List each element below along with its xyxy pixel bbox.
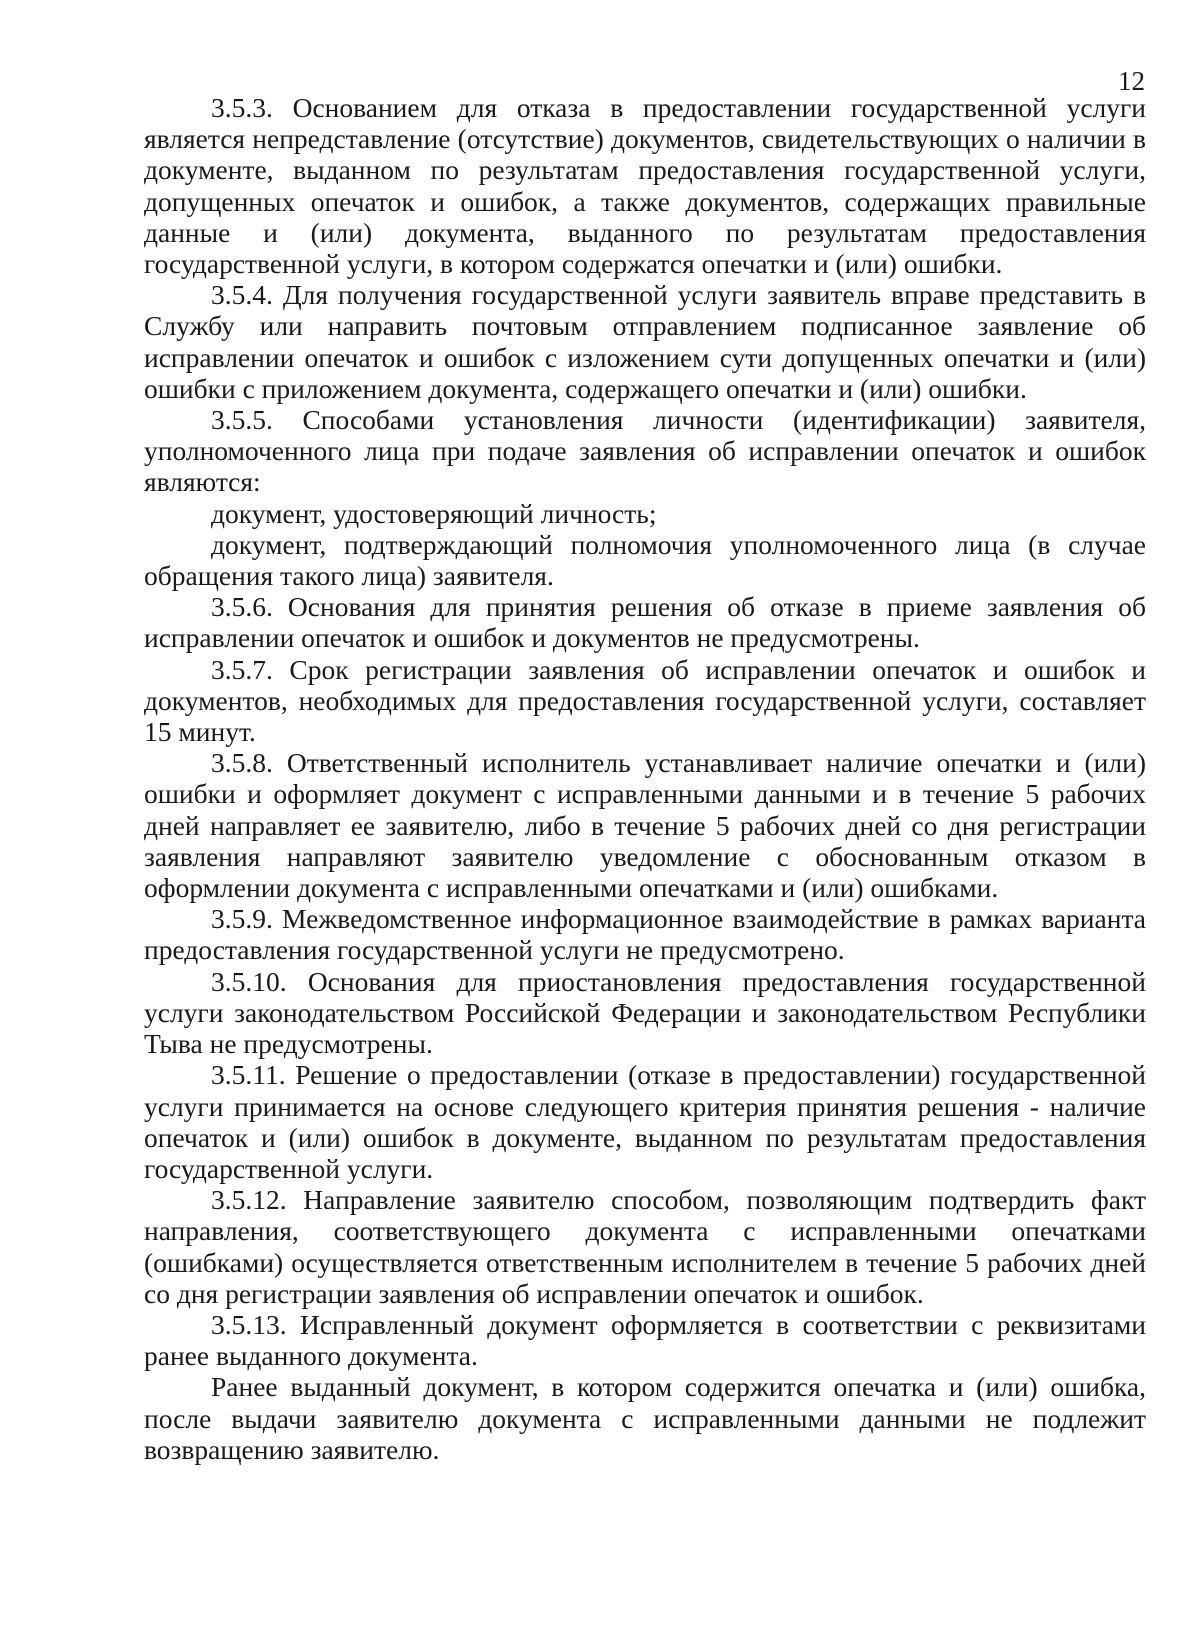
paragraph-3-5-7: 3.5.7. Срок регистрации заявления об исправлении опечаток и ошибок и документов, необходимых для предоставления государственной услуги, составляет 15 минут.	[144, 653, 1146, 748]
paragraph-3-5-13: 3.5.13. Исправленный документ оформляется в соответствии с реквизитами ранее выданного документа.	[144, 1308, 1146, 1372]
paragraph-3-5-12: 3.5.12. Направление заявителю способом, позволяющим подтвердить факт направления, соответствующего документа с исправленными опечатками (ошибками) осуществляется ответственным исполнителем в течение 5 рабочих дней со дня регистрации заявления об исправлении опечаток и ошибок.	[144, 1184, 1146, 1309]
list-item-identity-document: документ, удостоверяющий личность;	[211, 497, 657, 529]
paragraph-3-5-6: 3.5.6. Основания для принятия решения об отказе в приеме заявления об исправлении опечаток и ошибок и документов не предусмотрены.	[144, 591, 1146, 654]
paragraph-3-5-5: 3.5.5. Способами установления личности (идентификации) заявителя, уполномоченного лица при подаче заявления об исправлении опечаток и ошибок являются:	[144, 404, 1146, 498]
paragraph-3-5-10: 3.5.10. Основания для приостановления предоставления государственной услуги законодательством Российской Федерации и законодательством Республики Тыва не предусмотрены.	[144, 965, 1146, 1060]
paragraph-3-5-9: 3.5.9. Межведомственное информационное взаимодействие в рамках варианта предоставления государственной услуги не предусмотрено.	[144, 903, 1146, 966]
paragraph-3-5-11: 3.5.11. Решение о предоставлении (отказе в предоставлении) государственной услуги принимается на основе следующего критерия принятия решения - наличие опечаток и (или) ошибок в документе, выданном по результатам предоставления государственной услуги.	[144, 1059, 1146, 1184]
paragraph-3-5-4: 3.5.4. Для получения государственной услуги заявитель вправе представить в Службу или направить почтовым отправлением подписанное заявление об исправлении опечаток и ошибок с изложением сути допущенных опечатки и (или) ошибки с приложением документа, содержащего опечатки и (или) ошибки.	[144, 279, 1146, 404]
paragraph-closing: Ранее выданный документ, в котором содержится опечатка и (или) ошибка, после выдачи заявителю документа с исправленными данными не подлежит возвращению заявителю.	[144, 1371, 1146, 1465]
list-item-authority-document: документ, подтверждающий полномочия уполномоченного лица (в случае обращения такого лица) заявителя.	[144, 528, 1146, 592]
paragraph-3-5-3: 3.5.3. Основанием для отказа в предоставлении государственной услуги является непредставление (отсутствие) документов, свидетельствующих о наличии в документе, выданном по результатам предоставления государственной услуги, допущенных опечаток и ошибок, а также документов, содержащих правильные данные и (или) документа, выданного по результатам предоставления государственной услуги, в котором содержатся опечатки и (или) ошибки.	[144, 92, 1146, 280]
page-number: 12	[1118, 66, 1145, 96]
paragraph-3-5-8: 3.5.8. Ответственный исполнитель устанавливает наличие опечатки и (или) ошибки и оформляет документ с исправленными данными и в течение 5 рабочих дней направляет ее заявителю, либо в течение 5 рабочих дней со дня регистрации заявления направляют заявителю уведомление с обоснованным отказом в оформлении документа с исправленными опечатками и (или) ошибками.	[144, 747, 1146, 904]
document-body	[144, 92, 1146, 1465]
